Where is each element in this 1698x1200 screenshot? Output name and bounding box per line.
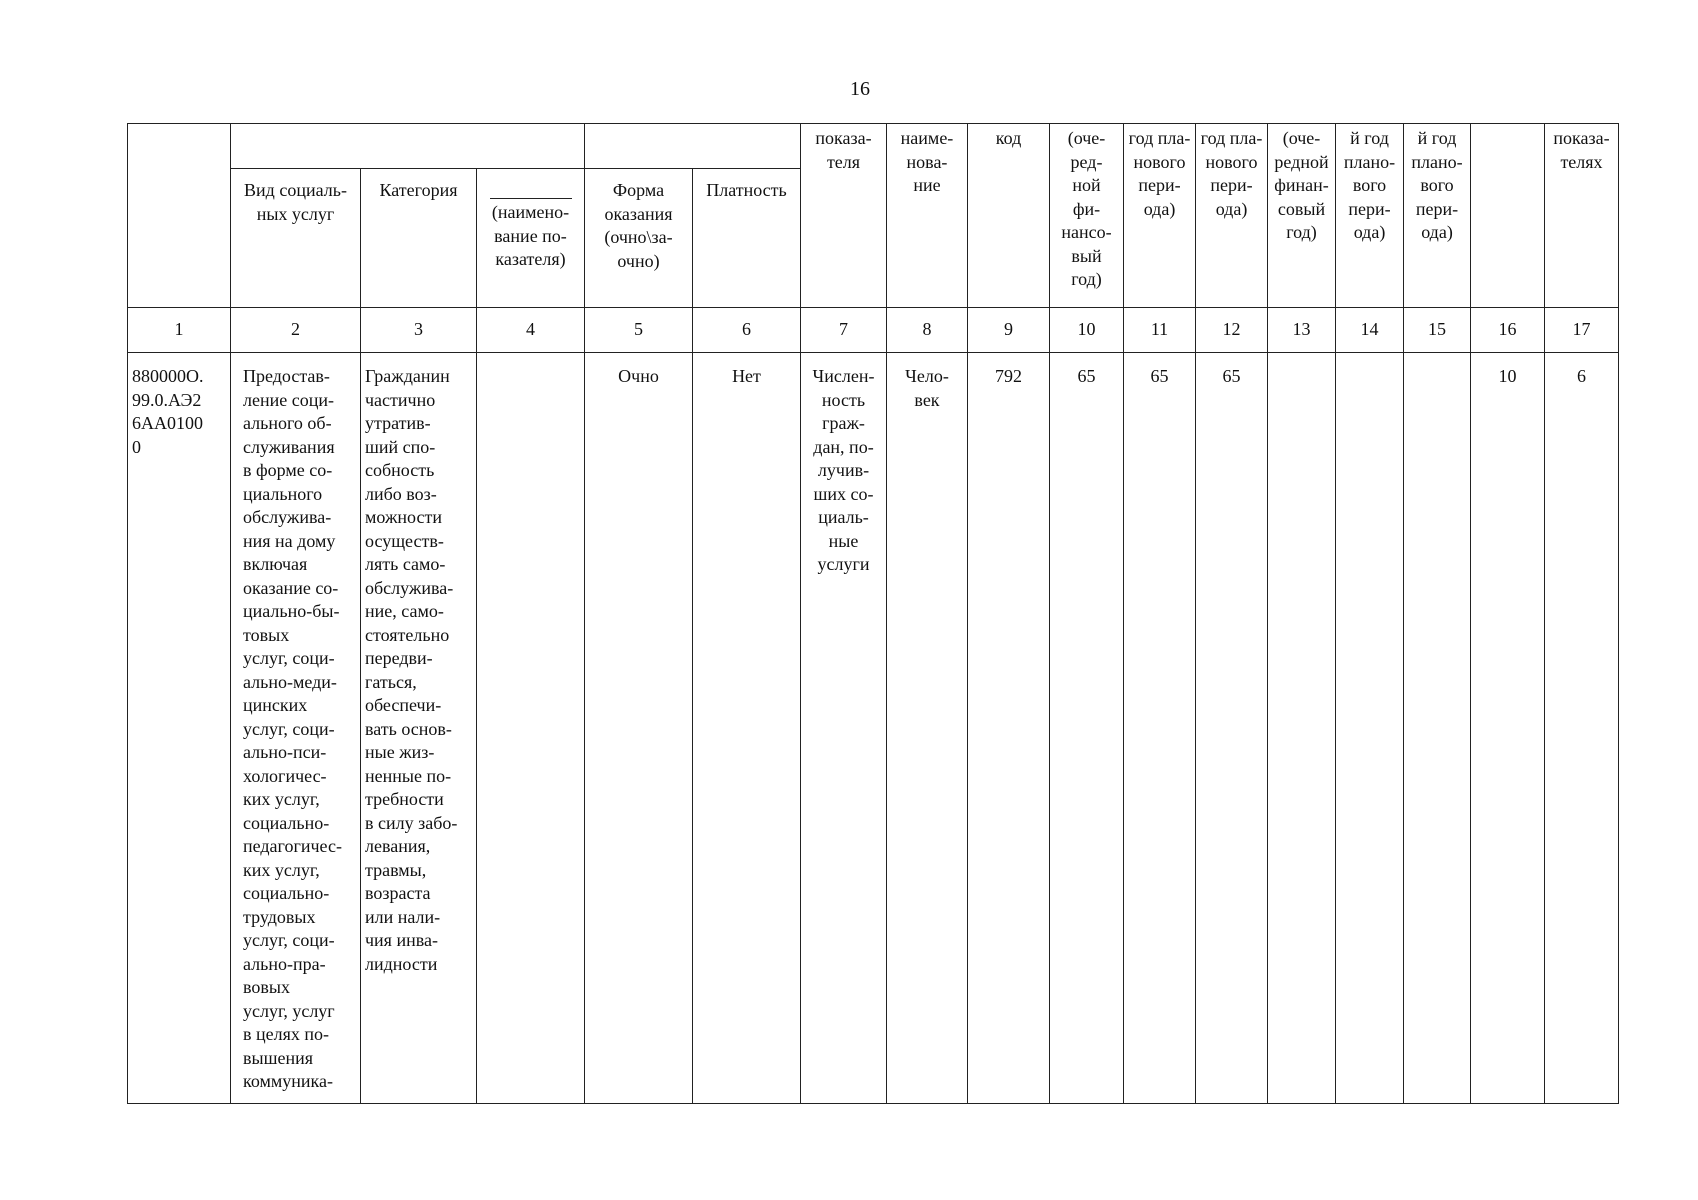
indicator-name-cell	[477, 353, 585, 1104]
page-number: 16	[850, 78, 870, 100]
service-type-cell: Предостав- ление соци- ального об- служивания в форме со- циального обслужива- ния на дому включая оказание со- циально-бы- товых услуг, соци- ально-меди- цинских услуг, соци- ально-пси- хологичес- ких услуг, социально- педагогичес- ких услуг, социально- трудовых услуг, соци- ально-пра- вовых услуг, услуг в целях по- вышения коммуника-	[231, 353, 361, 1104]
value-col-15	[1404, 353, 1471, 1104]
header-col-6: Платность	[693, 169, 801, 308]
column-number: 15	[1404, 308, 1471, 353]
unit-code-cell: 792	[968, 353, 1050, 1104]
column-number: 8	[887, 308, 968, 353]
header-col-5: Форма оказания (очно\за- очно)	[585, 169, 693, 308]
paid-cell: Нет	[693, 353, 801, 1104]
header-col-12: год пла- нового пери- ода)	[1196, 124, 1268, 308]
column-number: 9	[968, 308, 1050, 353]
header-group-content	[231, 124, 585, 169]
header-col-16	[1471, 124, 1545, 308]
column-number: 7	[801, 308, 887, 353]
header-group-conditions	[585, 124, 801, 169]
form-cell: Очно	[585, 353, 693, 1104]
header-col-3: Категория	[361, 169, 477, 308]
header-col-4: (наимено- вание по- казателя)	[477, 169, 585, 308]
header-col-13: (оче- редной финан- совый год)	[1268, 124, 1336, 308]
value-col-12: 65	[1196, 353, 1268, 1104]
service-volume-table	[127, 123, 1619, 1104]
table-row	[128, 353, 1619, 1104]
column-number: 6	[693, 308, 801, 353]
column-number: 12	[1196, 308, 1268, 353]
value-col-16: 10	[1471, 353, 1545, 1104]
column-number: 4	[477, 308, 585, 353]
value-col-14	[1336, 353, 1404, 1104]
unit-name-cell: Чело- век	[887, 353, 968, 1104]
value-col-10: 65	[1050, 353, 1124, 1104]
column-number: 17	[1545, 308, 1619, 353]
column-number: 13	[1268, 308, 1336, 353]
column-number: 5	[585, 308, 693, 353]
header-col-17: показа- телях	[1545, 124, 1619, 308]
header-col-2: Вид социаль- ных услуг	[231, 169, 361, 308]
column-number: 16	[1471, 308, 1545, 353]
category-cell: Гражданин частично утратив- ший спо- собность либо воз- можности осуществ- лять само- обслужива- ние, само- стоятельно передви- гаться, обеспечи- вать основ- ные жиз- ненные по- требности в силу забо- левания, травмы, возраста или нали- чия инва- лидности	[361, 353, 477, 1104]
column-number: 1	[128, 308, 231, 353]
value-col-17: 6	[1545, 353, 1619, 1104]
column-number: 3	[361, 308, 477, 353]
value-col-13	[1268, 353, 1336, 1104]
column-number: 2	[231, 308, 361, 353]
header-col-7: показа- теля	[801, 124, 887, 308]
column-number: 14	[1336, 308, 1404, 353]
header-col-15: й год плано- вого пери- ода)	[1404, 124, 1471, 308]
header-col-10: (оче- ред- ной фи- нансо- вый год)	[1050, 124, 1124, 308]
header-col-14: й год плано- вого пери- ода)	[1336, 124, 1404, 308]
header-col-8: наиме- нова- ние	[887, 124, 968, 308]
registry-code-cell: 880000О. 99.0.АЭ2 6АА0100 0	[128, 353, 231, 1104]
indicator-cell: Числен- ность граж- дан, по- лучив- ших со- циаль- ные услуги	[801, 353, 887, 1104]
column-number: 11	[1124, 308, 1196, 353]
header-col-9: код	[968, 124, 1050, 308]
header-col-11: год пла- нового пери- ода)	[1124, 124, 1196, 308]
value-col-11: 65	[1124, 353, 1196, 1104]
header-col-1	[128, 124, 231, 308]
column-number: 10	[1050, 308, 1124, 353]
